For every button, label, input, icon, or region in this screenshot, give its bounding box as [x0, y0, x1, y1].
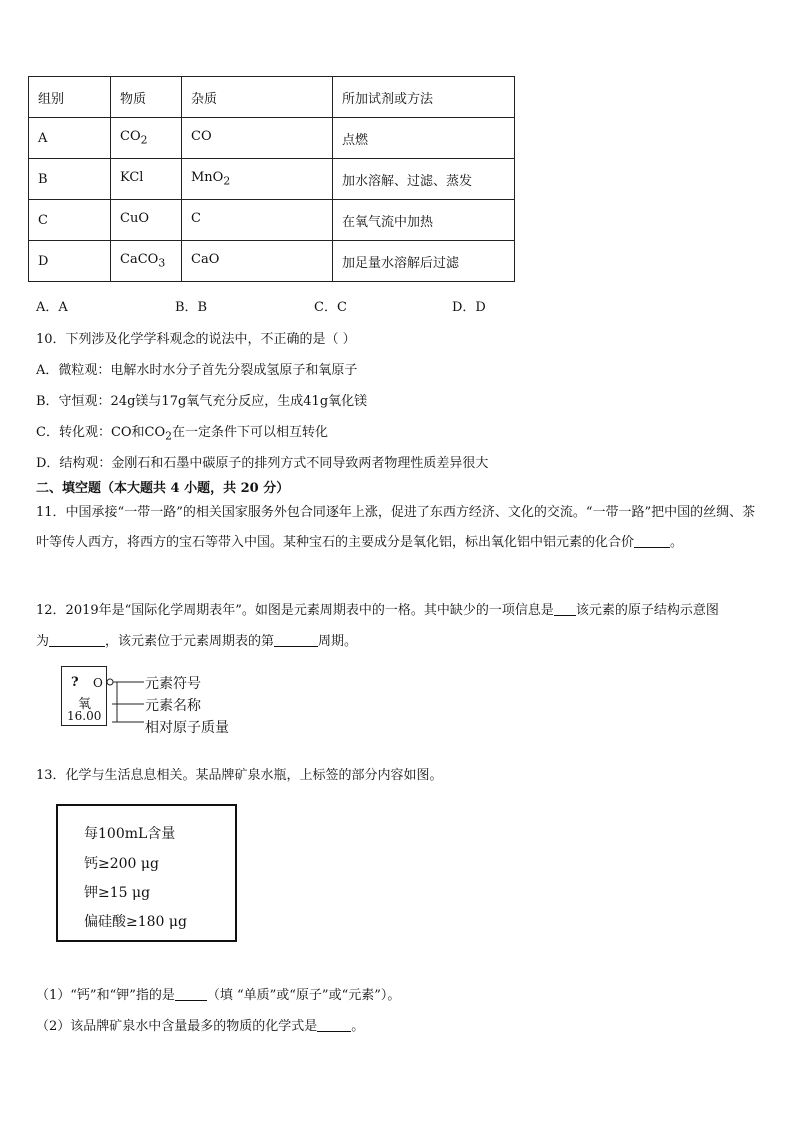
table-row	[29, 241, 515, 282]
label-line: 每100mL含量	[84, 826, 176, 842]
q10-option-c[interactable]: C．转化观：CO和$CO_2$在一定条件下可以相互转化	[36, 425, 329, 443]
header-group: 组别	[29, 77, 111, 118]
label-atomic-mass: 相对原子质量	[145, 720, 229, 736]
q13-sub1: （1）“钙”和“钾”指的是 （填 “单质”或“原子”或“元素”）。	[36, 988, 401, 1003]
q9-table	[28, 76, 515, 282]
q10-option-d[interactable]: D．结构观：金刚石和石墨中碳原子的排列方式不同导致两者物理性质差异很大	[36, 456, 489, 471]
cell-substance: CuO	[111, 200, 182, 241]
table-row	[29, 159, 515, 200]
q12-blank-period[interactable]	[274, 632, 318, 647]
q12-line1: 12．2019年是“国际化学周期表年”。如图是元素周期表中的一格。其中缺少的一项信息是 该元素的原子结构示意图	[36, 603, 719, 618]
q11-answer-blank[interactable]	[634, 533, 670, 548]
label-line: 钾≥15 μg	[84, 885, 151, 901]
cell-substance: CaCO$_3$	[111, 241, 182, 282]
q10-option-b[interactable]: B．守恒观：24g镁与17g氧气充分反应，生成41g氧化镁	[36, 394, 368, 409]
q12-line2: 为 ，该元素位于元素周期表的第 周期。	[36, 634, 358, 649]
label-line: 偏硅酸≥180 μg	[84, 914, 187, 930]
cell-group: D	[29, 241, 111, 282]
cell-impurity: C	[182, 200, 333, 241]
cell-method: 加水溶解、过滤、蒸发	[333, 159, 515, 200]
cell-impurity: CaO	[182, 241, 333, 282]
q13-blank-1[interactable]	[175, 986, 207, 1001]
table-header-row	[29, 77, 515, 118]
cell-impurity: MnO$_2$	[182, 159, 333, 200]
q12-blank-missing-info[interactable]	[554, 601, 576, 616]
header-substance: 物质	[111, 77, 182, 118]
q9-option-b[interactable]: B．B	[175, 300, 208, 315]
water-bottle-label	[56, 804, 237, 942]
label-line: 钙≥200 μg	[84, 856, 159, 872]
element-leader-lines	[100, 674, 144, 724]
cell-substance: $CO_2$	[111, 118, 182, 159]
header-impurity: 杂质	[182, 77, 333, 118]
label-element-name: 元素名称	[145, 698, 201, 714]
q10-stem: 10．下列涉及化学学科观念的说法中，不正确的是（ ）	[36, 332, 356, 347]
label-element-symbol: 元素符号	[145, 676, 201, 692]
q11-text: 11．中国承接“一带一路”的相关国家服务外包合同逐年上涨，促进了东西方经济、文化的交流。“一带一路”把中国的丝绸、茶叶等传人西方，将西方的宝石等带入中国。某种宝石的主要成分是氧化铝，标出氧化铝中铝元素的化合价 。	[36, 505, 756, 550]
element-name: 氧	[78, 697, 92, 712]
element-symbol: O	[93, 676, 103, 690]
q10-option-a[interactable]: A．微粒观：电解水时水分子首先分裂成氢原子和氧原子	[36, 363, 358, 378]
table-row	[29, 200, 515, 241]
cell-group: B	[29, 159, 111, 200]
section-heading: 二、填空题（本大题共 4 小题，共 20 分）	[36, 481, 290, 496]
q13-stem: 13．化学与生活息息相关。某品牌矿泉水瓶，上标签的部分内容如图。	[36, 768, 443, 783]
header-method: 所加试剂或方法	[333, 77, 515, 118]
cell-impurity: CO	[182, 118, 333, 159]
cell-substance: KCl	[111, 159, 182, 200]
q9-option-c[interactable]: C．C	[314, 300, 347, 315]
q12-blank-structure[interactable]	[49, 632, 105, 647]
q9-option-a[interactable]: A．A	[36, 300, 68, 315]
q9-option-d[interactable]: D．D	[452, 300, 486, 315]
element-mass: 16.00	[67, 709, 102, 723]
q13-blank-2[interactable]	[317, 1017, 351, 1032]
unknown-mark: ?	[71, 675, 79, 690]
cell-group: C	[29, 200, 111, 241]
cell-method: 加足量水溶解后过滤	[333, 241, 515, 282]
q13-sub2: （2）该品牌矿泉水中含量最多的物质的化学式是 。	[36, 1019, 365, 1034]
cell-group: A	[29, 118, 111, 159]
cell-method: 在氧气流中加热	[333, 200, 515, 241]
cell-method: 点燃	[333, 118, 515, 159]
table-row	[29, 118, 515, 159]
